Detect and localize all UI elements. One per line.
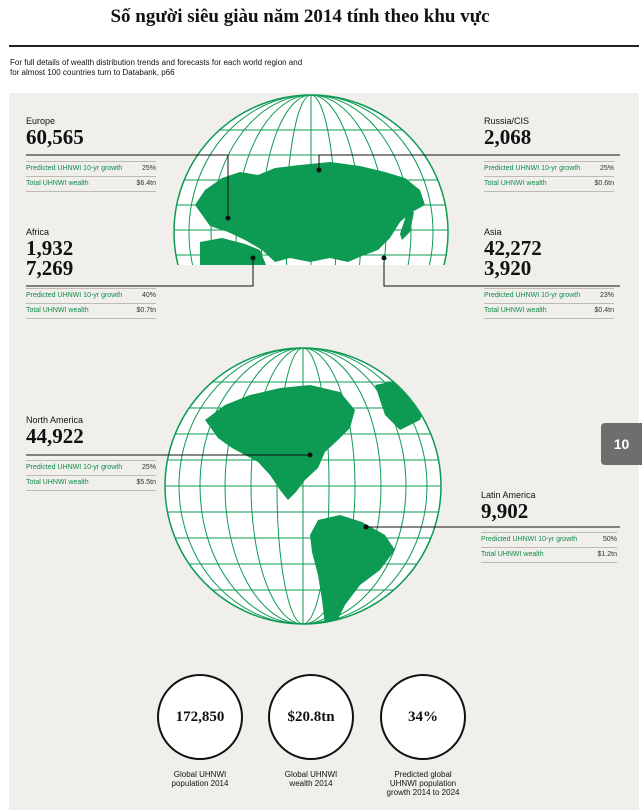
wealth-label: Total UHNWI wealth (26, 479, 89, 486)
global-growth-label (368, 770, 478, 797)
page-title: Số người siêu giàu năm 2014 tính theo khu vực (110, 6, 490, 27)
global-population-label (145, 770, 255, 788)
region-north-america (26, 415, 156, 491)
growth-value: 25% (141, 165, 156, 172)
global-growth-circle: 34% (380, 674, 466, 760)
wealth-value: $5.5tn (136, 479, 156, 486)
region-uhnwi-secondary: 7,269 (26, 256, 74, 280)
region-name: Asia (484, 227, 502, 237)
region-uhnwi-secondary: 3,920 (484, 256, 532, 280)
growth-label: Predicted UHNWI 10-yr growth (484, 292, 581, 299)
intro-text: For full details of wealth distribution trends and forecasts for each world region and for almost 100 countries turn to Databank, p66 (10, 58, 303, 77)
growth-label: Predicted UHNWI 10-yr growth (26, 464, 123, 471)
region-uhnwi: 44,922 (26, 424, 84, 448)
label-line: population 2014 (171, 779, 229, 788)
growth-value: 40% (141, 292, 156, 299)
wealth-label: Total UHNWI wealth (481, 551, 544, 558)
wealth-value: $0.6tn (594, 180, 614, 187)
region-africa (26, 227, 156, 319)
wealth-label: Total UHNWI wealth (484, 307, 547, 314)
growth-value: 50% (602, 536, 617, 543)
region-uhnwi: 1,932 (26, 236, 74, 260)
region-name: Africa (26, 227, 50, 237)
wealth-value: $0.7tn (136, 307, 156, 314)
wealth-label: Total UHNWI wealth (484, 180, 547, 187)
region-uhnwi: 60,565 (26, 125, 84, 149)
global-wealth-circle: $20.8tn (268, 674, 354, 760)
growth-label: Predicted UHNWI 10-yr growth (26, 292, 123, 299)
region-uhnwi: 9,902 (481, 499, 529, 523)
wealth-value: $0.4tn (594, 307, 614, 314)
region-name: Russia/CIS (484, 116, 530, 126)
wealth-value: $6.4tn (136, 180, 156, 187)
wealth-value: $1.2tn (597, 551, 617, 558)
label-line: growth 2014 to 2024 (386, 788, 460, 797)
growth-label: Predicted UHNWI 10-yr growth (26, 165, 123, 172)
wealth-label: Total UHNWI wealth (26, 307, 89, 314)
growth-value: 25% (599, 165, 614, 172)
region-name: Latin America (481, 490, 536, 500)
label-line: wealth 2014 (289, 779, 333, 788)
region-uhnwi: 2,068 (484, 125, 532, 149)
wealth-label: Total UHNWI wealth (26, 180, 89, 187)
region-name: North America (26, 415, 84, 425)
page-number-tab: 10 (601, 423, 642, 465)
region-asia (484, 227, 614, 319)
region-name: Europe (26, 116, 56, 126)
label-line: UHNWI population (389, 779, 457, 788)
label-line: Global UHNWI (284, 770, 338, 779)
region-latin-america (481, 490, 617, 563)
label-line: Predicted global (394, 770, 452, 779)
growth-value: 23% (599, 292, 614, 299)
region-uhnwi: 42,272 (484, 236, 542, 260)
growth-label: Predicted UHNWI 10-yr growth (481, 536, 578, 543)
region-russia-cis (484, 116, 614, 192)
region-europe (26, 116, 156, 192)
label-line: Global UHNWI (173, 770, 227, 779)
global-wealth-label (256, 770, 366, 788)
global-population-circle: 172,850 (157, 674, 243, 760)
growth-label: Predicted UHNWI 10-yr growth (484, 165, 581, 172)
growth-value: 25% (141, 464, 156, 471)
